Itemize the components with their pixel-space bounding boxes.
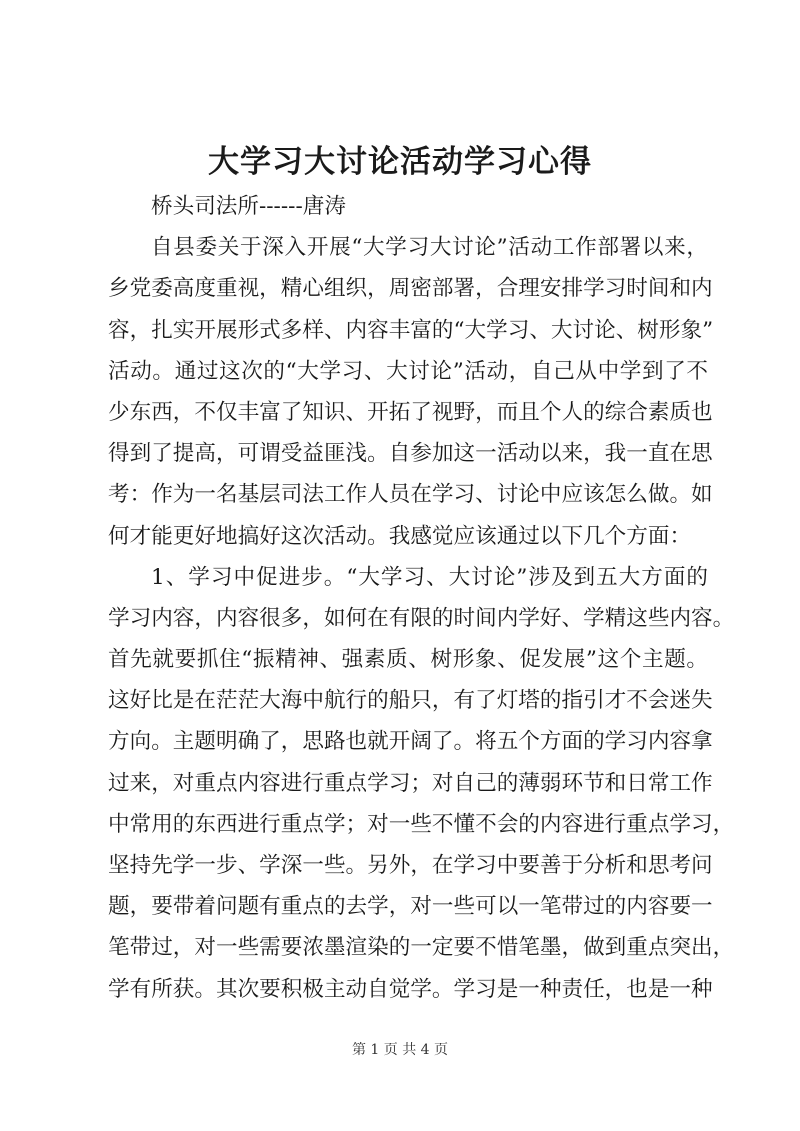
body-line: 学有所获。其次要积极主动自觉学。学习是一种责任，也是一种 (108, 976, 713, 1002)
body-line: 过来，对重点内容进行重点学习；对自己的薄弱环节和日常工作 (108, 770, 713, 796)
body-line: 中常用的东西进行重点学；对一些不懂不会的内容进行重点学习， (108, 811, 735, 837)
page-number-footer: 第 1 页 共 4 页 (351, 1042, 449, 1058)
document-body (108, 186, 735, 1010)
body-line: 自县委关于深入开展“大学习大讨论”活动工作部署以来， (151, 235, 708, 261)
body-line: 1、学习中促进步。“大学习、大讨论”涉及到五大方面的 (151, 564, 708, 590)
body-line: 首先就要抓住“振精神、强素质、树形象、促发展”这个主题。 (108, 647, 708, 673)
body-line: 乡党委高度重视，精心组织，周密部署，合理安排学习时间和内 (108, 276, 713, 302)
body-line: 少东西，不仅丰富了知识、开拓了视野，而且个人的综合素质也 (108, 399, 713, 425)
author-line: 桥头司法所------唐涛 (151, 194, 346, 219)
body-line: 方向。主题明确了，思路也就开阔了。将五个方面的学习内容拿 (108, 729, 713, 755)
body-line: 容，扎实开展形式多样、内容丰富的“大学习、大讨论、树形象” (108, 317, 714, 343)
body-line: 坚持先学一步、学深一些。另外，在学习中要善于分析和思考问 (108, 853, 713, 878)
document-title: 大学习大讨论活动学习心得 (208, 144, 592, 180)
body-line: 何才能更好地搞好这次活动。我感觉应该通过以下几个方面： (108, 523, 692, 549)
body-line: 得到了提高，可谓受益匪浅。自参加这一活动以来，我一直在思 (108, 441, 713, 467)
body-line: 笔带过，对一些需要浓墨渲染的一定要不惜笔墨，做到重点突出， (108, 935, 735, 961)
body-line: 学习内容，内容很多，如何在有限的时间内学好、学精这些内容。 (108, 605, 735, 631)
body-line: 活动。通过这次的“大学习、大讨论”活动，自己从中学到了不 (108, 358, 708, 384)
body-line: 考：作为一名基层司法工作人员在学习、讨论中应该怎么做。如 (108, 482, 713, 508)
body-line: 题，要带着问题有重点的去学，对一些可以一笔带过的内容要一 (108, 894, 713, 920)
body-line: 这好比是在茫茫大海中航行的船只，有了灯塔的指引才不会迷失 (108, 688, 713, 714)
